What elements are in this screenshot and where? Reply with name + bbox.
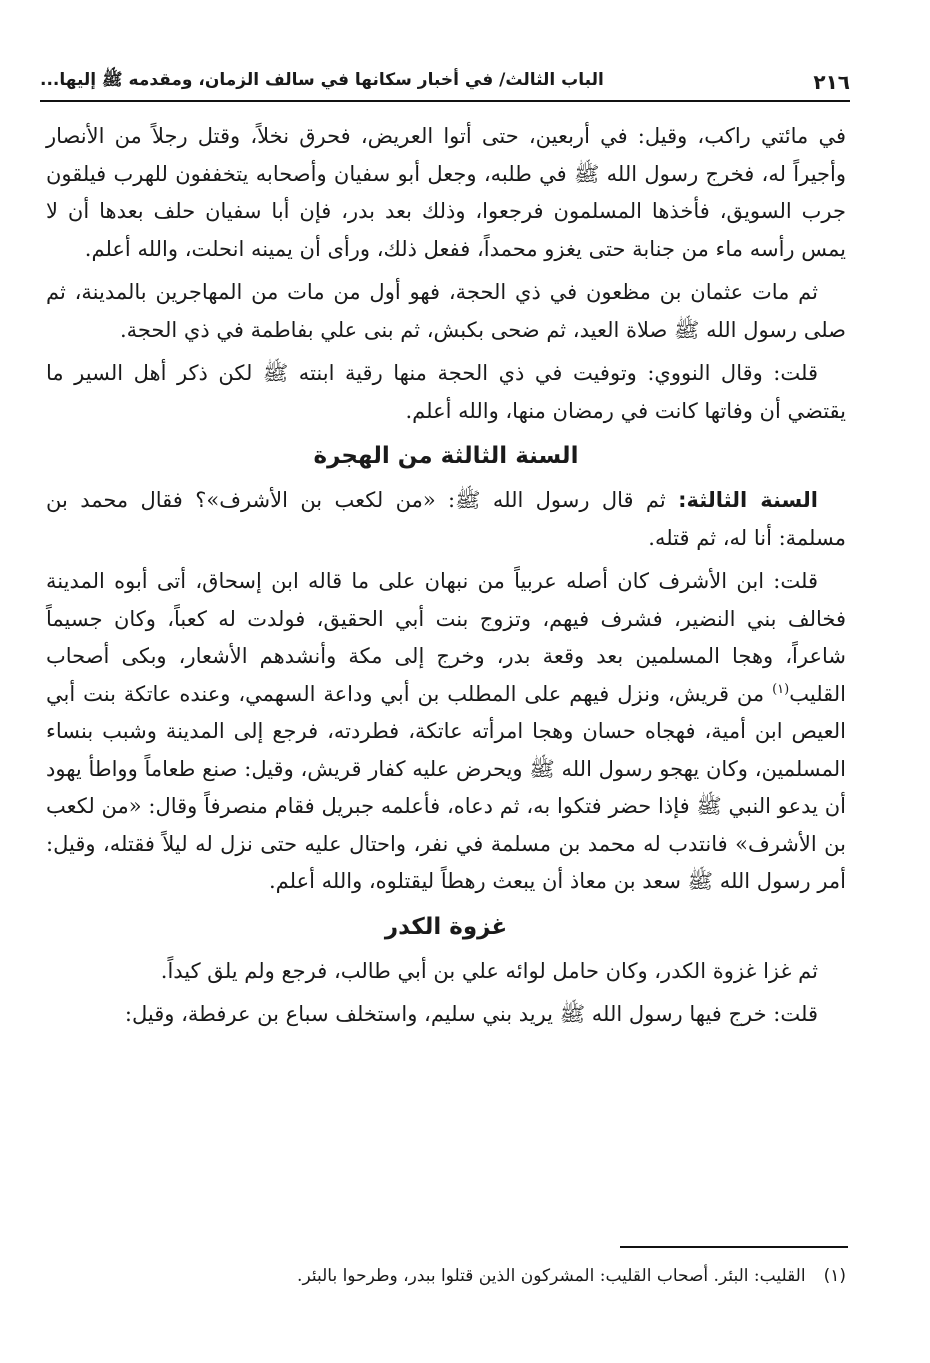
- running-title: الباب الثالث/ في أخبار سكانها في سالف الزمان، ومقدمه ﷺ إليها...: [40, 70, 604, 90]
- paragraph: في مائتي راكب، وقيل: في أربعين، حتى أتوا العريض، فحرق نخلاً، وقتل رجلاً من الأنصار وأجيراً له، فخرج رسول الله ﷺ في طلبه، وجعل أبو سفيان وأصحابه يتخففون للهرب فيلقون جرب السويق، فأخذها المسلمون فرجعوا، وذلك بعد بدر، فإن أبا سفيان حلف بعدها أن لا يمس رأسه ماء من جنابة حتى يغزو محمداً، ففعل ذلك، ورأى أن يمينه انحلت، والله أعلم.: [46, 124, 846, 261]
- main-text: [46, 118, 846, 1040]
- lead-term: السنة الثالثة:: [678, 488, 818, 512]
- footnote-number: (١): [823, 1266, 846, 1286]
- paragraph-text: قلت: ابن الأشرف كان أصله عربياً من نبهان على ما قاله ابن إسحاق، أتى أبوه المدينة فخالف بني النضير، فشرف فيهم، وتزوج بنت أبي الحقيق، فولدت له كعباً، وكان جسيماً شاعراً، وهجا المسلمين بعد وقعة بدر، وخرج إلى مكة وأنشدهم الأشعار، وبكى أصحاب القليب: [46, 569, 846, 706]
- paragraph: قلت: وقال النووي: وتوفيت في ذي الحجة منها رقية ابنته ﷺ لكن ذكر أهل السير ما يقتضي أن وفاتها كانت في رمضان منها، والله أعلم.: [46, 361, 846, 423]
- paragraph: ثم مات عثمان بن مظعون في ذي الحجة، فهو أول من مات من المهاجرين بالمدينة، ثم صلى رسول الله ﷺ صلاة العيد، ثم ضحى بكبش، ثم بنى علي بفاطمة في ذي الحجة.: [46, 280, 846, 342]
- page-header: [40, 60, 850, 102]
- section-heading: السنة الثالثة من الهجرة: [313, 443, 579, 469]
- paragraph: [46, 563, 846, 901]
- page-number: ٢١٦: [813, 70, 850, 94]
- paragraph: [46, 482, 846, 557]
- paragraph: ثم غزا غزوة الكدر، وكان حامل لوائه علي بن أبي طالب، فرجع ولم يلق كيداً.: [160, 958, 818, 983]
- section-heading: غزوة الكدر: [384, 913, 508, 940]
- footnote-divider: [620, 1246, 848, 1248]
- paragraph-text: ثم قال رسول الله ﷺ: «من لكعب بن الأشرف»؟ فقال محمد بن مسلمة: أنا له، ثم قتله.: [46, 488, 846, 550]
- paragraph-text: من قريش، ونزل فيهم على المطلب بن أبي وداعة السهمي، وعنده عاتكة بنت أبي العيص ابن أمية، فهجاه حسان وهجا امرأته عاتكة، فطردته، فرجع إلى المدينة وشبب بنساء المسلمين، وكان يهجو رسول الله ﷺ ويحرض عليه كفار قريش، وقيل: صنع طعاماً وواطأ يهود أن يدعو النبي ﷺ فإذا حضر فتكوا به، ثم دعاه، فأعلمه جبريل فقام منصرفاً وقال: «من لكعب بن الأشرف» فانتدب له محمد بن مسلمة في نفر، واحتال عليه حتى نزل له ليلاً فقتله، وقيل: أمر رسول الله ﷺ سعد بن معاذ أن يبعث رهطاً ليقتلوه، والله أعلم.: [46, 681, 846, 893]
- footnote-text: القليب: البئر. أصحاب القليب: المشركون الذين قتلوا ببدر، وطرحوا بالبئر.: [297, 1266, 806, 1286]
- footnote-reference: (١): [772, 681, 790, 697]
- footnote: [46, 1262, 846, 1290]
- paragraph: قلت: خرج فيها رسول الله ﷺ يريد بني سليم، واستخلف سباع بن عرفطة، وقيل:: [124, 1002, 818, 1026]
